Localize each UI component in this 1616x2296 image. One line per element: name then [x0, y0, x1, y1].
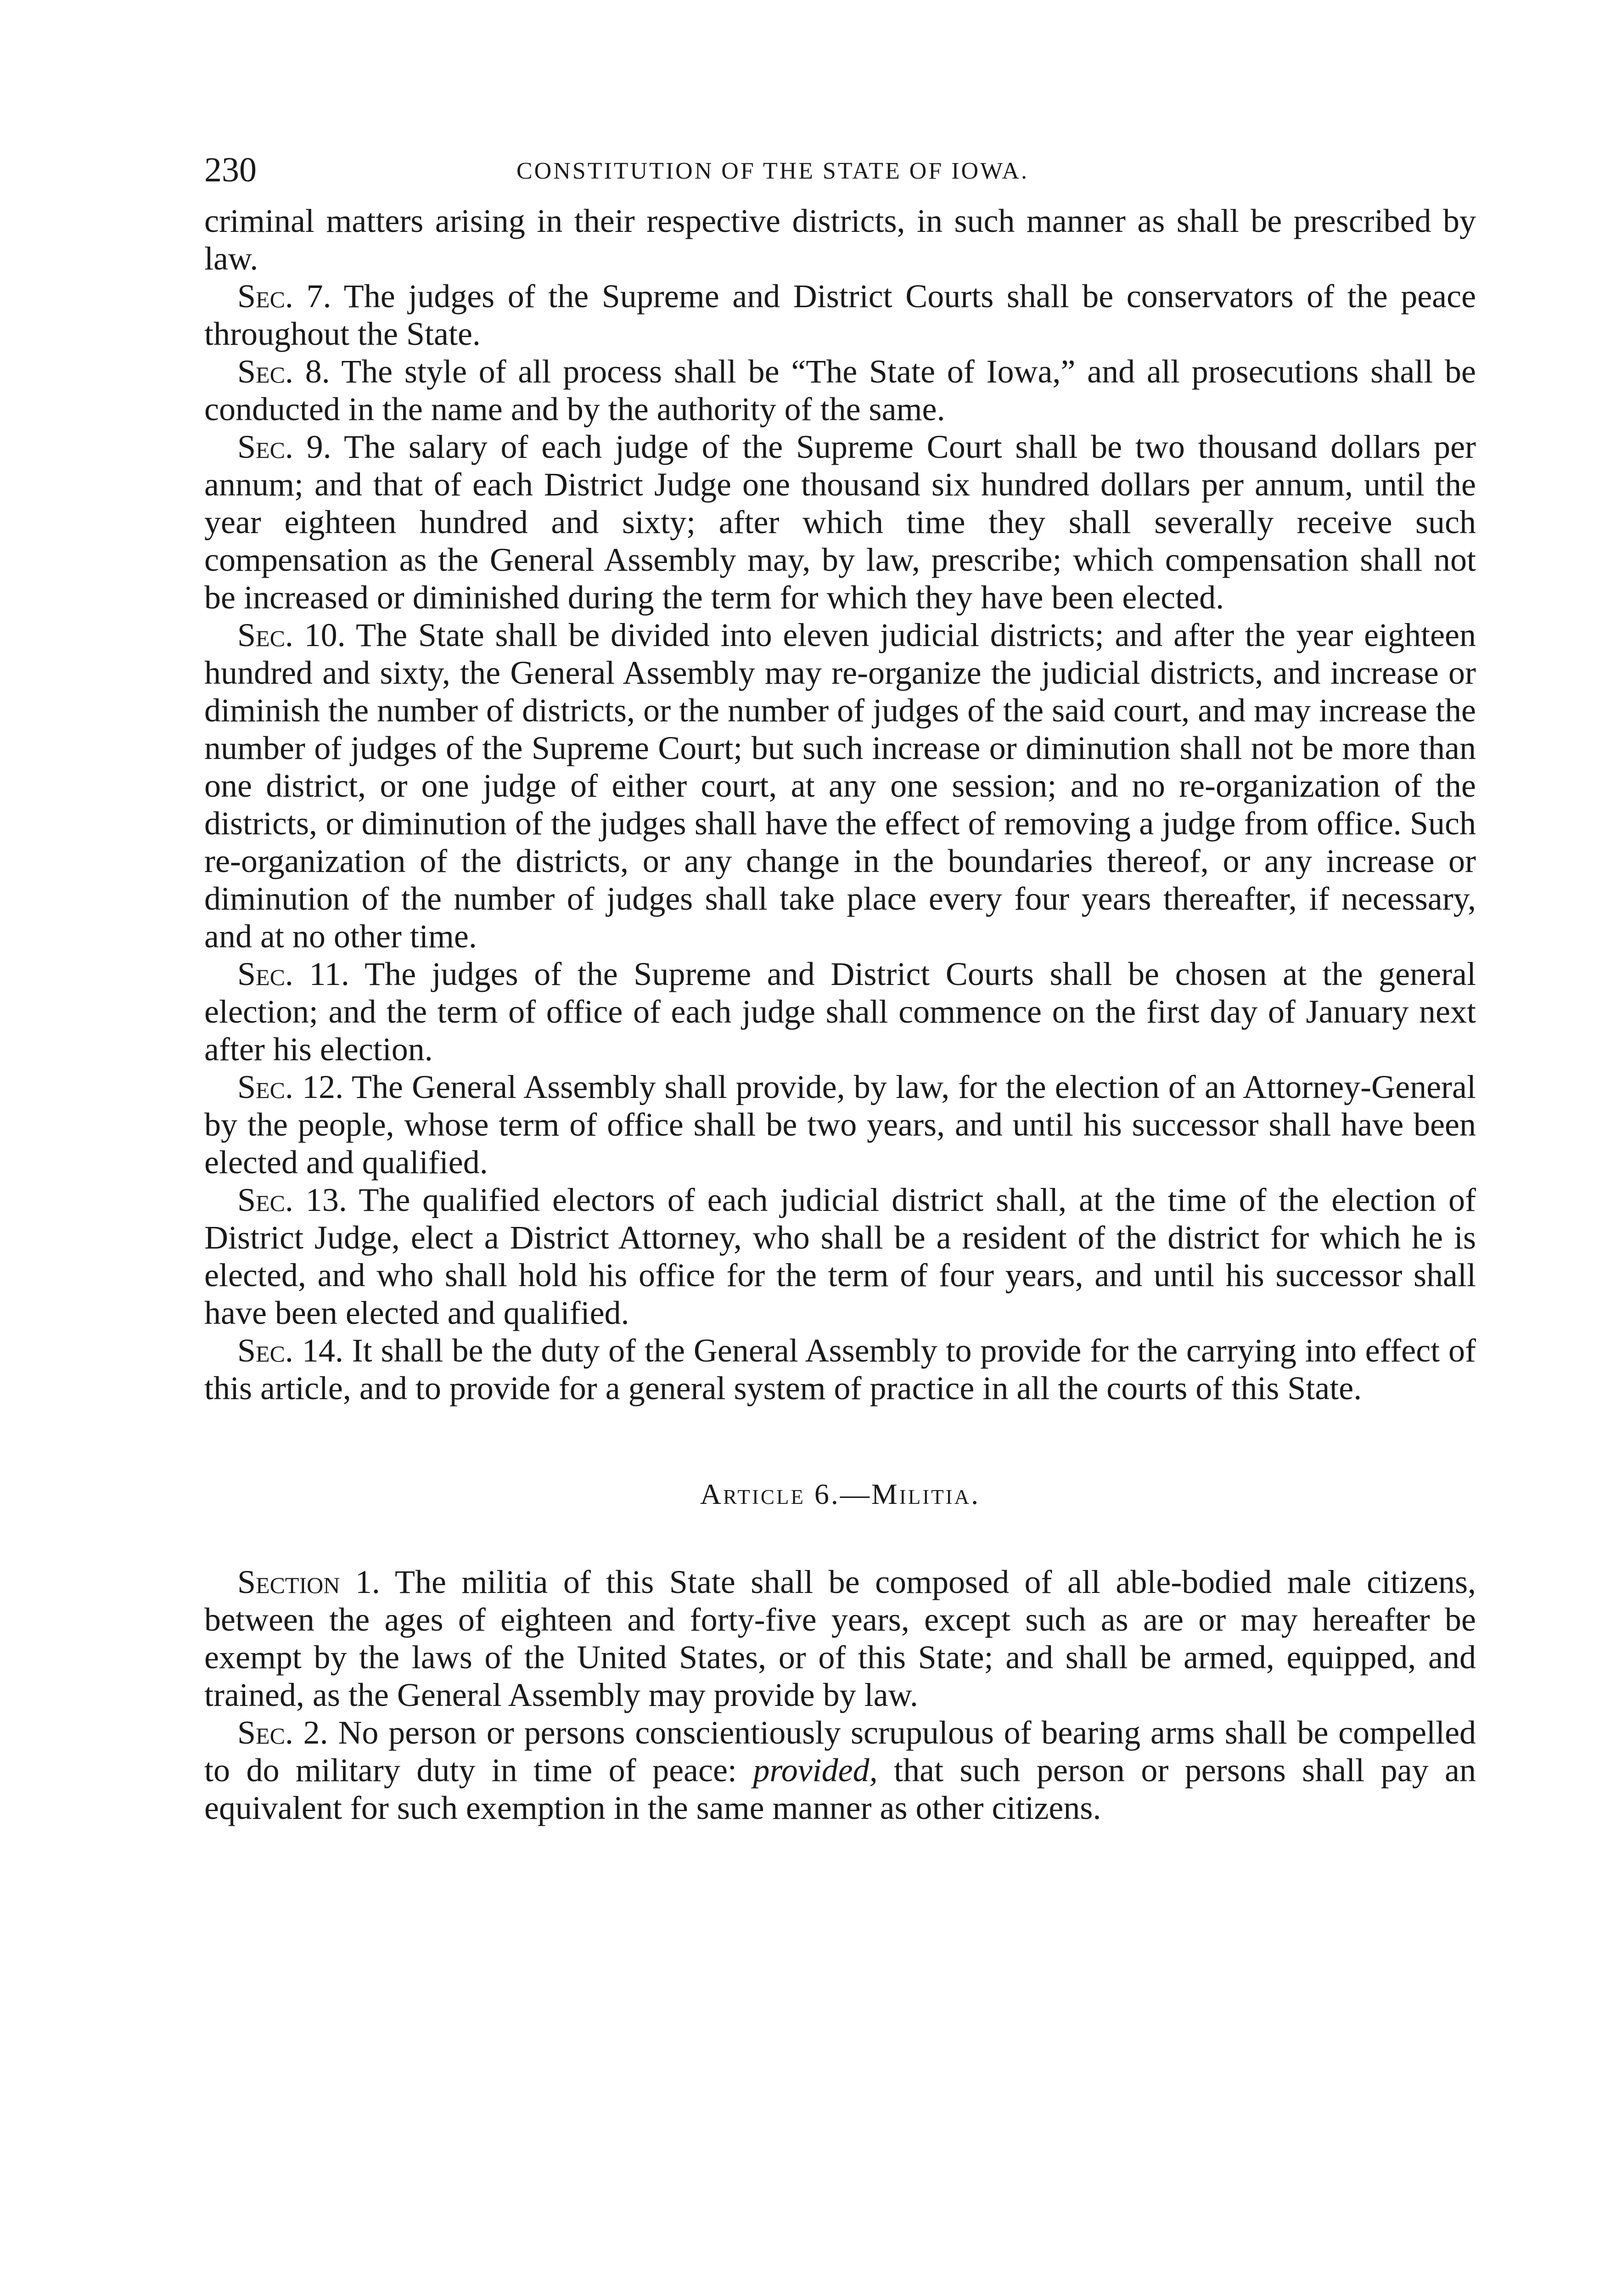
section-label: Sec. 14.	[237, 1332, 343, 1369]
article-6-heading: Article 6.—Militia.	[700, 1478, 981, 1510]
section-text: No person or persons conscientiously scrupulous of bearing arms shall be compelled to do military duty in time of peace:	[204, 1714, 1476, 1789]
continuation-paragraph: criminal matters arising in their respective districts, in such manner as shall be prescribed by law.	[204, 203, 1476, 277]
section-13	[204, 1181, 1476, 1332]
section-label: Section 1.	[237, 1564, 380, 1600]
section-14	[204, 1332, 1476, 1407]
article-5-continued	[204, 202, 1476, 1407]
section-text: The salary of each judge of the Supreme Court shall be two thousand dollars per annum; and that of each District Judge one thousand six hundred dollars per annum, until the year eighteen hundred and sixty; after which time they shall severally receive such compensation as the General Assembly may, by law, prescribe; which compensation shall not be increased or diminished during the term for which they have been elected.	[204, 428, 1476, 616]
section-label: Sec. 9.	[237, 428, 331, 465]
section-10	[204, 616, 1476, 955]
page-header	[204, 152, 1476, 202]
running-title: CONSTITUTION OF THE STATE OF IOWA.	[516, 158, 1029, 184]
section-label: Sec. 10.	[237, 617, 346, 653]
section-7	[204, 277, 1476, 353]
section-text: The State shall be divided into eleven judicial districts; and after the year eighteen hundred and sixty, the General Assembly may re-organize the judicial districts, and increase or diminish the number of districts, or the number of judges of the said court, and may increase the number of judges of the Supreme Court; but such increase or diminution shall not be more than one district, or one judge of either court, at any one session; and no re-organization of the districts, or diminution of the judges shall have the effect of removing a judge from office. Such re-organization of the districts, or any change in the boundaries thereof, or any increase or diminution of the number of judges shall take place every four years thereafter, if necessary, and at no other time.	[204, 617, 1476, 955]
page-number: 230	[204, 151, 257, 189]
section-label: Sec. 12.	[237, 1069, 344, 1105]
section-text: The judges of the Supreme and District Courts shall be conservators of the peace throughout the State.	[204, 278, 1476, 352]
section-8	[204, 353, 1476, 428]
section-label: Sec. 7.	[237, 278, 331, 315]
section-text: that such person or persons shall pay an equivalent for such exemption in the same manner as other citizens.	[204, 1752, 1476, 1826]
section-label: Sec. 13.	[237, 1182, 347, 1218]
article-6-section-1	[204, 1563, 1476, 1714]
section-text: It shall be the duty of the General Assembly to provide for the carrying into effect of this article, and to provide for a general system of practice in all the courts of this State.	[204, 1332, 1476, 1407]
section-label: Sec. 2.	[237, 1714, 328, 1751]
section-text-italic: provided,	[753, 1752, 878, 1789]
section-11	[204, 955, 1476, 1068]
article-6-section-2	[204, 1714, 1476, 1827]
section-text: The qualified electors of each judicial district shall, at the time of the election of District Judge, elect a District Attorney, who shall be a resident of the district for which he is elected, and who shall hold his office for the term of four years, and until his successor shall have been elected and qualified.	[204, 1182, 1476, 1331]
section-text: The General Assembly shall provide, by law, for the election of an Attorney-General by the people, whose term of office shall be two years, and until his successor shall have been elected and qualified.	[204, 1069, 1476, 1181]
article-6-body	[204, 1563, 1476, 1827]
section-text: The militia of this State shall be composed of all able-bodied male citizens, between the ages of eighteen and forty-five years, except such as are or may hereafter be exempt by the laws of the United States, or of this State; and shall be armed, equipped, and trained, as the General Assembly may provide by law.	[204, 1564, 1476, 1713]
section-12	[204, 1068, 1476, 1181]
document-page	[204, 152, 1476, 1827]
section-label: Sec. 11.	[237, 956, 349, 992]
section-text: The style of all process shall be “The State of Iowa,” and all prosecutions shall be conducted in the name and by the authority of the same.	[204, 353, 1476, 428]
section-9	[204, 428, 1476, 616]
section-text: The judges of the Supreme and District Courts shall be chosen at the general election; and the term of office of each judge shall commence on the first day of January next after his election.	[204, 956, 1476, 1068]
section-label: Sec. 8.	[237, 353, 330, 390]
